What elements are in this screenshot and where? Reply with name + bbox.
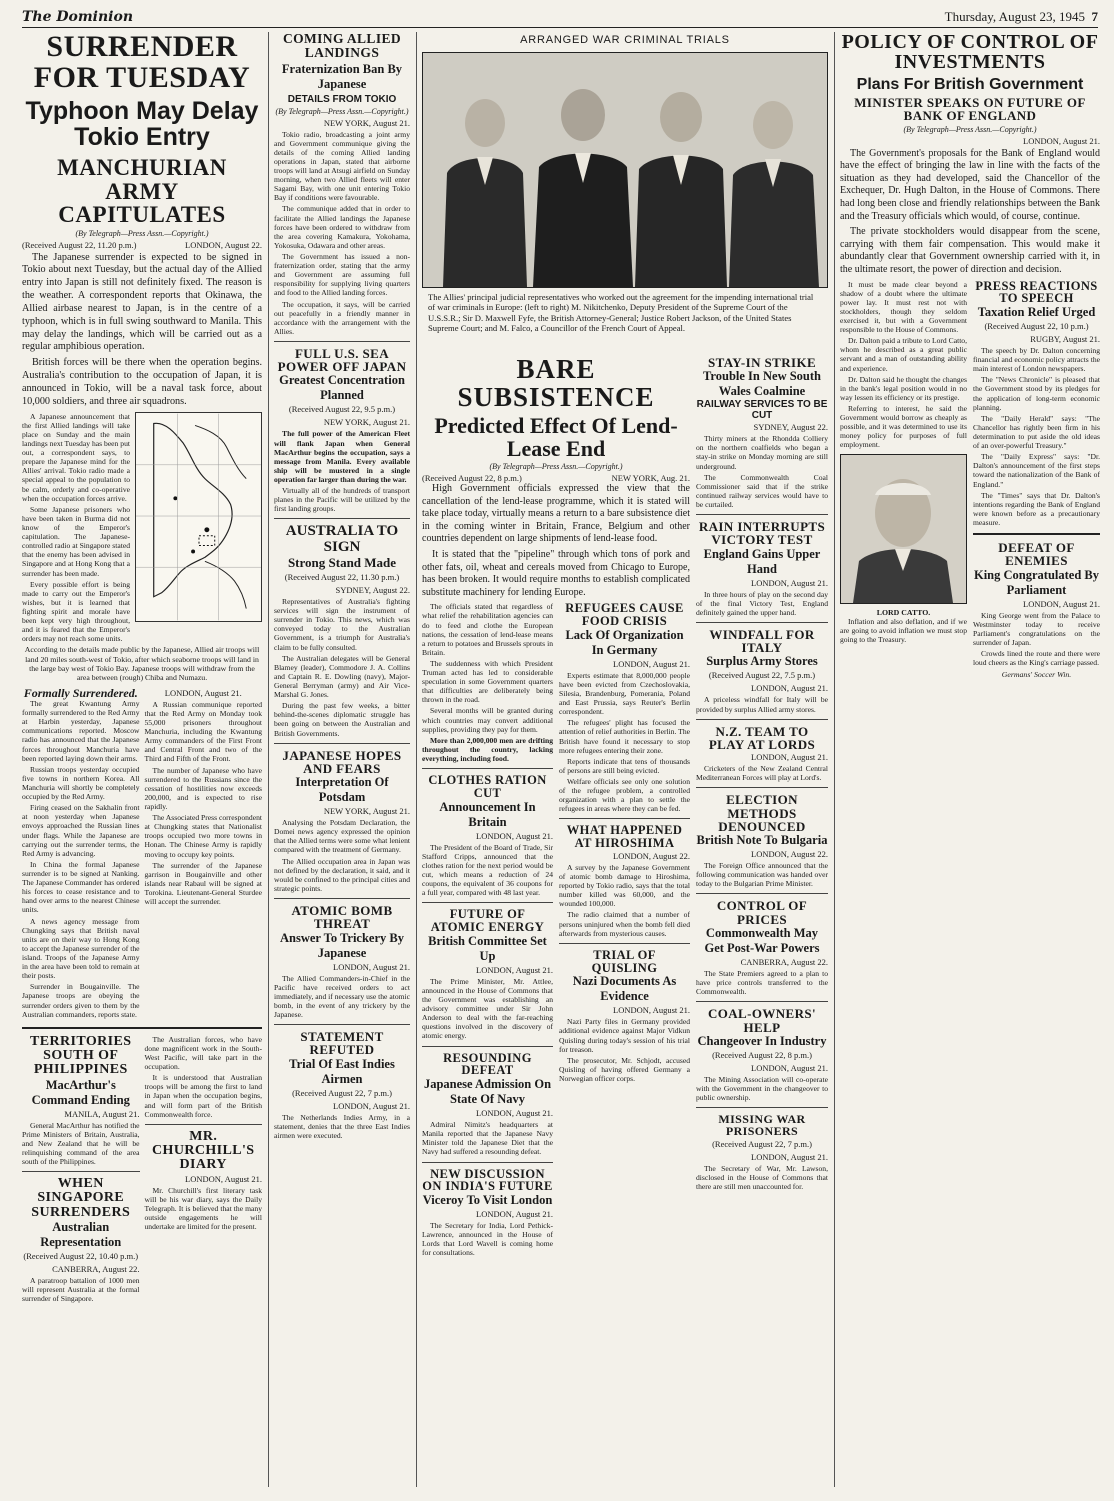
lend-lease-lead-2: It is stated that the "pipeline" through which tons of pork and other fats, oil, wheat and cereals moved from Chicago to Europe, has been broken. It would require months to establish complicated substitute machinery for lending Europe. (422, 548, 690, 598)
headline-atomic-threat: ATOMIC BOMB THREAT (291, 903, 393, 932)
center-main-column (422, 356, 690, 1489)
lead-paragraph-2: British forces will be there when the operation begins. Australia's contribution to the occupation of Japan, it is announced in Tokio, will be a naval task force, about 10,000 soldiers, and three air squadrons. (22, 357, 262, 407)
text-column: The Australian forces, who have done magnificent work in the South-West Pacific, will take part in the occupation. It is understood that Australian troops will be among the first to land in Japan when the occupation begins, and will form part of the British Commonwealth force. MR. CHURCHILL'S DIARY LONDON, August 21. Mr. Churchill's first literary task will be his war diary, says the Daily Telegraph. It is believed that the many outside engagements he will undertake are limited for the present. (144, 1034, 262, 1231)
subhead-clothes: Announcement In Britain (439, 799, 536, 829)
dateline: SYDNEY, August 22. (335, 585, 410, 596)
subhead-commonwealth: Commonwealth May Get Post-War Powers (704, 925, 820, 955)
subhead-king: King Congratulated By Parliament (973, 567, 1099, 597)
right-subcolumn-b: PRESS REACTIONS TO SPEECH Taxation Relief Urged (Received August 22, 10 p.m.) RUGBY, August 21. The speech by Dr. Dalton concerning financial and economic policy attracts the main interest of London newspapers. The "News Chronicle" is pleased that the Government stood by its pledges for the application of long-term economic planning. The "Daily Herald" says: "The Chancellor has rightly been firm in his determination to put aside the old ideas of an over-powerful Treasury." The "Daily Express" says: "Dr. Dalton's announcement of the first steps toward the nationalization of the Bank of England." The "Times" says that Dr. Dalton's intentions regarding the Bank of England were known before as a precautionary measure. DEFEAT OF ENEMIES King Congratulated By Parliament LONDON, August 21. King George went from the Palace to Westminster today to receive Parliament's congratulations on the surrender of Japan. Crowds lined the route and there were loud cheers as the King's carriage passed. Germans' Soccer Win. (973, 278, 1100, 680)
received-time: (Received August 22, 11.30 p.m.) (284, 572, 400, 583)
section-rule (422, 902, 553, 903)
dateline: LONDON, August 21. (1023, 135, 1100, 146)
section-rule (422, 1046, 553, 1047)
subhead-evidence: Nazi Documents As Evidence (572, 974, 677, 1004)
dateline: NEW YORK, August 21. (323, 806, 410, 817)
subhead-singapore: Australian Representation (40, 1219, 122, 1249)
lord-catto-portrait (840, 454, 967, 604)
section-rule (274, 743, 410, 744)
subhead-strong-stand: Strong Stand Made (287, 555, 397, 571)
subhead-navy: Japanese Admission On State Of Navy (423, 1077, 552, 1107)
japan-map (135, 412, 262, 622)
dateline: LONDON, August 21. (185, 1173, 262, 1184)
received-line (22, 240, 262, 250)
byline: (By Telegraph—Press Assn.—Copyright.) (903, 124, 1037, 134)
subhead-taxation: Taxation Relief Urged (977, 305, 1096, 320)
map-block (22, 412, 262, 646)
lend-lease-lead: High Government officials expressed the view that the cancellation of the lend-lease programme, which it is stated will take place today, virtually means a return to a bare subsistence diet in the coming winter in Britain, France, Belgium and other countries dependent on large shipments of lend-lease food. (422, 482, 690, 545)
headline-policy: POLICY OF CONTROL OF INVESTMENTS (841, 32, 1099, 74)
subhead-committee: British Committee Set Up (428, 933, 547, 963)
text-column: Formally Surrendered. The great Kwantung Army formally surrendered to the Red Army at Harbin yesterday, Japanese communications reported. Moscow radio has announced that the Japanese forces throughout Manchuria have been reported laying down their arms. Russian troops yesterday occupied five towns in northern Korea. All Manchuria will shortly be completely occupied by the Red Army. Firing ceased on the Sakhalin front at noon yesterday when Japanese envoys approached the Russian lines under flags. While the Japanese are carrying out the surrender terms, the Red Army is advancing. In China the formal Japanese surrender is to be signed at Nanking. The Japanese Commander has ordered his forces to cease resistance and to hand over arms to the nearest Chinese units. A news agency message from Chungking says that British naval units are on their way to Hong Kong to accept the Japanese surrender of the island. Troops of the Japanese Army in the area have been told to remain at their posts. Surrender in Bougainville. The Japanese troops are obeying the surrender orders given to them by the Australian commanders, reports state. (22, 685, 140, 1019)
headline-press-reactions: PRESS REACTIONS TO SPEECH (975, 278, 1098, 306)
masthead-date-group (945, 9, 1098, 25)
headline-india: NEW DISCUSSION ON INDIA'S FUTURE (422, 1166, 553, 1194)
page-number: 7 (1091, 9, 1098, 24)
policy-lead-2: The private stockholders would disappear from the scene, carrying with them fair compensation. This would make it abundantly clear that Government ownership carried with it, in the ultimate resort, the power of direction and decision. (840, 226, 1100, 275)
column-left (22, 32, 262, 1489)
headline-resounding: RESOUNDING DEFEAT (443, 1050, 532, 1078)
dateline: LONDON, August 21. (333, 1100, 410, 1111)
headline-quisling: TRIAL OF QUISLING (591, 947, 658, 975)
coastline-shape (195, 425, 246, 478)
dateline: LONDON, August 21. (1023, 598, 1100, 609)
headline-territories: TERRITORIES SOUTH OF PHILIPPINES (30, 1033, 132, 1078)
portrait-image (841, 455, 966, 603)
headline-windfall: WINDFALL FOR ITALY (709, 626, 815, 656)
right-subcolumns (840, 280, 1100, 680)
received-time: (Received August 22, 10 p.m.) (984, 321, 1089, 332)
center-right-column: STAY-IN STRIKE Trouble In New South Wales Coalmine RAILWAY SERVICES TO BE CUT SYDNEY, August 22. Thirty miners at the Rhondda Colliery on the northern coalfields who began a stay-in strike on Monday morning are still underground. The Commonwealth Coal Commissioner said that if the strike continued railway services would have to be curtailed. RAIN INTERRUPTS VICTORY TEST England Gains Upper Hand LONDON, August 21. In three hours of play on the second day of the final Victory Test, England definitely gained the upper hand. WINDFALL FOR ITALY Surplus Army Stores (Received August 22, 7.5 p.m.) LONDON, August 21. A priceless windfall for Italy will be provided by surplus Allied army stores. N.Z. TEAM TO PLAY AT LORDS LONDON, August 21. Cricketers of the New Zealand Central Mediterranean Forces will play at Lord's. ELECTION METHODS DENOUNCED British Note To Bulgaria LONDON, August 22. The Foreign Office announced that the following communication was handed over today to the Bulgarian Prime Minister. CONTROL OF PRICES Commonwealth May Get Post-War Powers CANBERRA, August 22. The State Premiers agreed to a plan to have price controls transferred to the Commonwealth. COAL-OWNERS' HELP Changeover In Industry (Received August 22, 8 p.m.) LONDON, August 21. The Mining Association will co-operate with the Government in the changeover to public ownership. MISSING WAR PRISONERS (Received August 22, 7 p.m.) LONDON, August 21. The Secretary of War, Mr. Lawson, disclosed in the House of Commons that there are still men unaccounted for. (696, 356, 828, 1191)
section-rule (696, 622, 828, 623)
byline: (By Telegraph—Press Assn.—Copyright.) (275, 106, 409, 116)
map-grid (136, 413, 261, 620)
headline-singapore: WHEN SINGAPORE SURRENDERS (31, 1176, 131, 1220)
coastline-shape (205, 561, 246, 608)
subhead-formally: Formally Surrendered. (23, 685, 138, 700)
photo-caption: The Allies' principal judicial representatives who worked out the agreement for the impending international trial of war criminals in Europe: (left to right) M. Nikitchenko, Deputy President of the Supreme Court of the U.S.S.R.; Sir D. Maxwell Fyfe, the British Attorney-General; Justice Robert Jackson, of the United States Supreme Court; and M. Falco, a Councillor of the French Court of Appeal. (428, 292, 814, 333)
dateline: LONDON, August 21. (751, 752, 828, 763)
right-subcolumn-a: It must be made clear beyond a shadow of a doubt where the ultimate power lay. It must rest not with stockholders, though they seldom exercised it, but with a Government responsible to the House of Commons. Dr. Dalton paid a tribute to Lord Catto, whom he described as a great public servant and a man of outstanding ability and experience. Dr. Dalton said he thought the changes in the bank's legal position would in no way lessen its efficiency or its prestige. Referring to interest, he said the Government would borrow as cheaply as possible, and it was determined to use its money policy for purposes of full employment. LORD CATTO. Inflation and also deflation, and if we are going to avoid inflation we must stop going to the Treasury. (840, 279, 967, 645)
dateline: NEW YORK, August 21. (323, 117, 410, 128)
received-time: (Received August 22, 10.40 p.m.) (23, 1250, 139, 1261)
column-second: COMING ALLIED LANDINGS Fraternization Ban By Japanese DETAILS FROM TOKIO (By Telegraph—Press Assn.—Copyright.) NEW YORK, August 21. Tokio radio, broadcasting a joint army and Government communique giving the details of the coming Allied landing operations in Japan, stated that airborne troops will land at Atsugi airfield on Sunday morning, when two Allied fleets will enter Sagami Bay, with one unit entering Tokio Bay if conditions were favourable. The communique added that in order to facilitate the Allied landings the Japanese forces have been ordered to withdraw from the area covering Kamakura, Yokohama, Yokosuka, Odawara and other areas. The Government has issued a non-fraternization order, stating that the army and Government are assuming full responsibility for supplying living quarters and food to the Allied landing forces. The occupation, it says, will be carried out peacefully in a friendly manner in accordance with the arrangement with the Allies. FULL U.S. SEA POWER OFF JAPAN Greatest Concentration Planned (Received August 22, 9.5 p.m.) NEW YORK, August 21. The full power of the American Fleet will flank Japan when General MacArthur begins the occupation, says a message from Manila. Every available ship will be mustered in a single operation far larger than during the war. Virtually all of the hundreds of transport planes in the Pacific will be utilized by the first landing groups. AUSTRALIA TO SIGN Strong Stand Made (Received August 22, 11.30 p.m.) SYDNEY, August 22. Representatives of Australia's fighting services will sign the instrument of surrender in Tokio. This news, which was conveyed today to the Australian Government, is a triumph for Australia's claim to be fully consulted. The Australian delegates will be General Blamey (leader), Commodore J. A. Collins and Captain R. E. Dowling (navy), Major-General Berryman (army) and Air Vice-Marshal G. Jones. During the past few weeks, a bitter behind-the-scenes diplomatic struggle has been going on between the Australian and British Governments. JAPANESE HOPES AND FEARS Interpretation Of Potsdam NEW YORK, August 21. Analysing the Potsdam Declaration, the Domei news agency expressed the opinion that the Allied terms were some what lenient compared with the treatment of Germany. The Allied occupation area in Japan was not defined by the declaration, it said, and it would be confined to the principal cities and strategic points. ATOMIC BOMB THREAT Answer To Trickery By Japanese LONDON, August 21. The Allied Commanders-in-Chief in the Pacific have received orders to act immediately, and if necessary use the atomic bomb, in the event of any trickery by the Japanese. STATEMENT REFUTED Trial Of East Indies Airmen (Received August 22, 7 p.m.) LONDON, August 21. The Netherlands Indies Army, in a statement, denies that the three East Indies airmen were executed. (274, 32, 410, 1140)
map-side-text: A Japanese announcement that the first Allied landings will take place on Sunday and the main landings next Tuesday has been put out, a correspondent says, to prepare the Japanese mind for the Allies' arrival. Tokio radio made a special appeal to the population to be calm, orderly and co-operative when the occupation forces arrive. Some Japanese prisoners who have been taken in Burma did not know of the Emperor's capitulation. The Japanese-controlled radio at Singapore stated that the enemy has been advised in Singapore and at Hong Kong that a surrender has been made. Every possible effort is being made to carry out the Emperor's wishes, but it is learned that fighting spirit and morale have been kept very high throughout, and it is feared that the Emperor's orders may not reach some units. (22, 411, 130, 644)
germans-soccer-line: Germans' Soccer Win. (1001, 670, 1072, 680)
section-rule (22, 1171, 140, 1172)
dateline: LONDON, August 21. (613, 1005, 690, 1016)
headline-atomic-energy: FUTURE OF ATOMIC ENERGY (430, 907, 545, 935)
subhead-airmen: Trial Of East Indies Airmen (289, 1056, 395, 1086)
issue-date: Thursday, August 23, 1945 (944, 9, 1085, 24)
section-rule (696, 787, 828, 788)
map-figure (135, 412, 262, 646)
byline: (By Telegraph—Press Assn.—Copyright.) (489, 461, 623, 471)
headline-hiroshima: WHAT HAPPENED AT HIROSHIMA (566, 823, 683, 851)
bottom-left-block (22, 1035, 262, 1305)
subhead-england: England Gains Upper Hand (703, 546, 821, 576)
headline-refugees: REFUGEES CAUSE FOOD CRISIS (565, 601, 684, 629)
dateline: LONDON, August 22. (751, 849, 828, 860)
subhead-trickery: Answer To Trickery By Japanese (280, 930, 404, 960)
dateline: LONDON, August 21. (476, 964, 553, 975)
section-rule (274, 898, 410, 899)
headline-defeat-enemies: DEFEAT OF ENEMIES (998, 540, 1075, 569)
headline-stay-in-strike: STAY-IN STRIKE (707, 356, 817, 370)
received-time: (Received August 22, 7.5 p.m.) (708, 670, 816, 681)
column-right (840, 32, 1100, 1489)
subhead-bulgaria: British Note To Bulgaria (696, 833, 828, 848)
dateline: LONDON, August 21. (751, 1062, 828, 1073)
dateline: LONDON, August 21. (613, 658, 690, 669)
dateline: LONDON, August 21. (751, 683, 828, 694)
photo-label: ARRANGED WAR CRIMINAL TRIALS (520, 34, 730, 46)
subhead-potsdam: Interpretation Of Potsdam (295, 775, 389, 805)
subhead-coalmine: Trouble In New South Wales Coalmine (703, 369, 821, 399)
section-rule (422, 1162, 553, 1163)
section-rule (696, 514, 828, 515)
received-time: (Received August 22, 9.5 p.m.) (288, 404, 396, 415)
section-rule (274, 341, 410, 342)
city-dot (191, 549, 195, 553)
dateline: CANBERRA, August 22. (52, 1263, 140, 1274)
section-rule (22, 1027, 262, 1029)
landing-zone (199, 535, 215, 545)
column-rule (834, 32, 835, 1487)
received-time: (Received August 22, 11.20 p.m.) (22, 239, 137, 250)
section-rule (145, 1124, 263, 1125)
subhead-details: DETAILS FROM TOKIO (287, 93, 397, 105)
map-caption: According to the details made public by the Japanese, Allied air troops will land 20 miles south-west of Tokio, after which seaborne troops will land in the large bay west of Tokio Bay. Japanese troops will withdraw from the area between (rough) Chiba and Numazu. (24, 645, 260, 683)
city-dot (204, 527, 209, 532)
section-rule (559, 818, 690, 819)
subhead-territories: MacArthur's Command Ending (31, 1077, 130, 1107)
judges-photo (423, 53, 827, 287)
dateline: SYDNEY, August 22. (753, 422, 828, 433)
headline-missing-prisoners: MISSING WAR PRISONERS (718, 1112, 806, 1139)
dateline: NEW YORK, Aug. 21. (611, 472, 690, 483)
subhead-germany: Lack Of Organization In Germany (565, 627, 684, 657)
dateline: CANBERRA, August 22. (740, 956, 828, 967)
headline-sea-power: FULL U.S. SEA POWER OFF JAPAN (277, 345, 407, 375)
dateline: LONDON, August 21. (751, 577, 828, 588)
subhead-plans: Plans For British Government (856, 75, 1084, 93)
subhead-railway: RAILWAY SERVICES TO BE CUT (696, 399, 828, 422)
headline-election: ELECTION METHODS DENOUNCED (718, 792, 806, 834)
dateline: LONDON, August 22. (185, 239, 262, 250)
center-subcolumn-b: REFUGEES CAUSE FOOD CRISIS Lack Of Organization In Germany LONDON, August 21. Experts estimate that 8,000,000 people have been evicted from Czechoslovakia, Silesia, Brandenburg, Pomerania, Poland and East Prussia, says Reuter's Berlin correspondent. The refugees' plight has focused the attention of relief authorities in Berlin. The British have found it necessary to stop more refugees entering their zone. Reports indicate that tens of thousands of persons are still being evicted. Welfare officials see only one solution of the refugee problem, a controlled organization with a plan to settle the refugees in areas where they can be fed. WHAT HAPPENED AT HIROSHIMA LONDON, August 22. A survey by the Japanese Government of atomic bomb damage to Hiroshima, reported by Tokio radio, says that the total number killed was 60,000, and the wounded 100,000. The radio claimed that a number of persons uninjured when the bomb fell died afterwards from mysterious causes. TRIAL OF QUISLING Nazi Documents As Evidence LONDON, August 21. Nazi Party files in Germany provided additional evidence against Major Vidkun Quisling during today's session of his trial for treason. The prosecutor, Mr. Schjodt, accused Quisling of having offered Germany a Norwegian officer corps. (559, 601, 690, 1083)
received-time: (Received August 22, 8 p.m.) (712, 1049, 812, 1060)
dateline: LONDON, August 21. (476, 1108, 553, 1119)
column-rule (268, 32, 269, 1487)
section-rule (559, 943, 690, 944)
dateline: LONDON, August 21. (751, 1151, 828, 1162)
section-rule (696, 1107, 828, 1108)
subhead-fraternization: Fraternization Ban By Japanese (281, 61, 403, 91)
subhead-lend-lease: Predicted Effect Of Lend-Lease End (434, 413, 678, 461)
section-rule (422, 768, 553, 769)
received-line (422, 473, 690, 483)
subhead-changeover: Changeover In Industry (697, 1033, 827, 1048)
headline-bare-subsistence: BARE SUBSISTENCE (457, 356, 655, 412)
subhead-surplus: Surplus Army Stores (706, 654, 818, 669)
subhead-viceroy: Viceroy To Visit London (422, 1193, 553, 1207)
received-time: (Received August 22, 7 p.m.) (292, 1087, 392, 1098)
section-rule (696, 893, 828, 894)
coastline-shape (154, 423, 232, 596)
headline-statement-refuted: STATEMENT REFUTED (300, 1029, 384, 1058)
section-rule (696, 1001, 828, 1002)
group-photo (422, 52, 828, 288)
dateline: NEW YORK, August 21. (323, 417, 410, 428)
portrait-caption: LORD CATTO. (876, 607, 931, 617)
dateline: LONDON, August 21. (333, 961, 410, 972)
dateline: LONDON, August 21. (476, 830, 553, 841)
masthead (22, 6, 1098, 28)
headline-japanese-hopes: JAPANESE HOPES AND FEARS (282, 747, 402, 776)
subhead-concentration: Greatest Concentration Planned (279, 373, 405, 403)
headline-typhoon: Typhoon May Delay Tokio Entry (25, 97, 259, 151)
city-dot (173, 496, 177, 500)
text-column: LONDON, August 21. A Russian communique reported that the Red Army on Monday took 55,000 prisoners throughout Manchuria, including the Kwantung Army commanders of the First Front and Central Front and two of the Third and Fifth of the Front. The number of Japanese who have surrendered to the Russians since the cessation of hostilities now exceeds 200,000, and is expected to rise rapidly. The Associated Press correspondent at Chungking states that Nationalist troops occupied two more towns in Honan. The Chinese Army is rapidly moving to occupy key points. The surrender of the Japanese garrison in Bougainville and other islands near Rabaul will be signed at Torokina. Lieutenant-General Sturdee will accept the surrender. (144, 687, 262, 907)
headline-manchurian: MANCHURIAN ARMY CAPITULATES (57, 155, 227, 228)
received-time: (Received August 22, 8 p.m.) (422, 472, 522, 483)
column-rule (416, 32, 417, 1487)
byline: (By Telegraph—Press Assn.—Copyright.) (75, 228, 209, 238)
text-column: TERRITORIES SOUTH OF PHILIPPINES MacArthur's Command Ending MANILA, August 21. General MacArthur has notified the Prime Ministers of Britain, Australia, and New Zealand that he will be relinquishing command of the area south of the Philippines. WHEN SINGAPORE SURRENDERS Australian Representation (Received August 22, 10.40 p.m.) CANBERRA, August 22. A paratroop battalion of 1000 men will represent Australia at the formal surrender of Singapore. (22, 1033, 140, 1304)
section-rule (973, 533, 1100, 535)
dateline: LONDON, August 21. (476, 1209, 553, 1219)
dateline: RUGBY, August 21. (1030, 334, 1100, 345)
headline-churchill: MR. CHURCHILL'S DIARY (152, 1128, 255, 1173)
center-subcolumns (422, 602, 690, 1259)
center-subcolumn-a: The officials stated that regardless of what relief the rehabilitation agencies can do to feed and clothe the European nations, the cessation of lend-lease means a return to potatoes and Brussels sprouts in Britain. The suddenness with which President Truman acted has led to considerable speculation in some Government quarters that difficulties are deliberately being thrown in the road. Several months will be granted during which countries may convert additional supplies, providing they pay for them. More than 2,000,000 men are drifting throughout the country, lacking everything, including food. CLOTHES RATION CUT Announcement In Britain LONDON, August 21. The President of the Board of Trade, Sir Stafford Cripps, announced that the clothes ration for the next period would be cut, which means a reduction of 24 coupons, the equivalent of 36 coupons for a full year, compared with 48 last year. FUTURE OF ATOMIC ENERGY British Committee Set Up LONDON, August 21. The Prime Minister, Mr. Attlee, announced in the House of Commons that the Government was establishing an advisory committee under Sir John Anderson to deal with the far-reaching questions involved in the discovery of atomic energy. RESOUNDING DEFEAT Japanese Admission On State Of Navy LONDON, August 21. Admiral Nimitz's headquarters at Manila reported that the Japanese Navy Minister told the Japanese Diet that the Navy had suffered a resounding defeat. NEW DISCUSSION ON INDIA'S FUTURE Viceroy To Visit London LONDON, August 21. The Secretary for India, Lord Pethick-Lawrence, announced in the House of Lords that Lord Wavell is coming home for consultations. (422, 602, 553, 1258)
headline-coal-owners: COAL-OWNERS' HELP (707, 1006, 817, 1035)
headline-australia-sign: AUSTRALIA TO SIGN (285, 523, 399, 555)
headline-surrender: SURRENDER FOR TUESDAY (33, 32, 251, 94)
headline-rain: RAIN INTERRUPTS VICTORY TEST (698, 519, 826, 548)
policy-lead: The Government's proposals for the Bank of England would have the effect of bringing the law in line with the facts of the situation as they had developed, said the Chancellor of the Exchequer, Dr. Hugh Dalton, in the House of Commons. There had long been close and friendly relationships between the Bank and the Treasury officials which would, of course, continue. (840, 147, 1100, 222)
received-time: (Received August 22, 7 p.m.) (712, 1138, 812, 1149)
headline-coming-landings: COMING ALLIED LANDINGS (282, 32, 402, 60)
photo-block (422, 32, 828, 352)
headline-nz-team: N.Z. TEAM TO PLAY AT LORDS (708, 723, 816, 752)
headline-clothes-ration: CLOTHES RATION CUT (428, 773, 547, 800)
headline-prices: CONTROL OF PRICES (716, 898, 808, 927)
paper-name: The Dominion (22, 9, 134, 25)
lower-left-text (22, 687, 262, 1021)
section-rule (274, 1024, 410, 1025)
section-rule (274, 518, 410, 519)
subhead-minister: MINISTER SPEAKS ON FUTURE OF BANK OF ENGLAND (854, 95, 1086, 124)
section-rule (696, 719, 828, 720)
dateline: LONDON, August 22. (613, 850, 690, 861)
dateline: MANILA, August 21. (64, 1108, 140, 1119)
lead-paragraph: The Japanese surrender is expected to be signed in Tokio about next Tuesday, but the actual day of the Allied entry into Japan is still not definitely fixed. The reason is the weather. A correspondent reports that Okinawa, the Allied airbase nearest to Japan, is in the centre of a typhoon, which is in full swing southward to Manila. This may delay the landings, which will be carried out as a regular amphibious operation. (22, 251, 262, 353)
